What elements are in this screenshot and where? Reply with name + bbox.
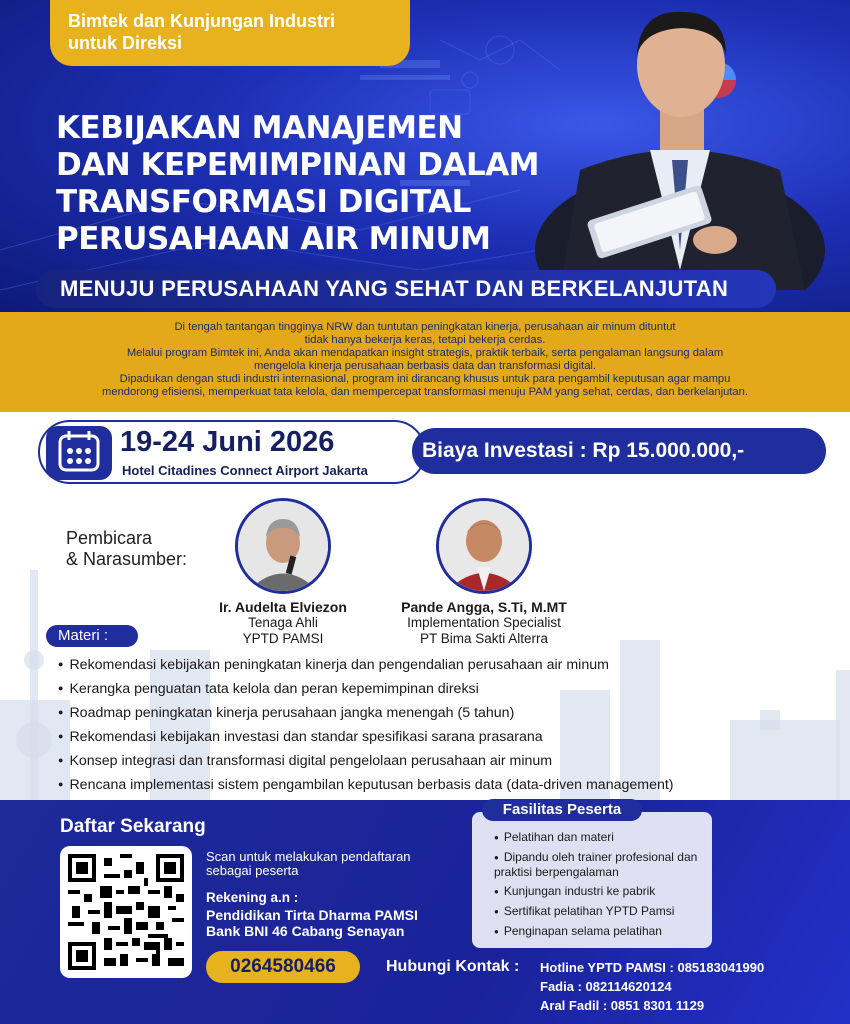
speaker-photo: [235, 498, 331, 594]
speakers-heading-line-2: & Narasumber:: [66, 549, 188, 569]
contact-fadia[interactable]: Fadia : 082114620124: [540, 979, 672, 994]
speaker-name: Ir. Audelta Elviezon: [219, 599, 347, 615]
intro-line-5: Dipadukan dengan studi industri internasional, program ini dirancang khusus untuk para pengambil keputusan agar mampu: [119, 373, 731, 385]
materi-item: ● Rencana implementasi sistem pengambilan keputusan berbasis data (data-driven management): [58, 772, 674, 796]
title-line-3: TRANSFORMASI DIGITAL: [56, 184, 471, 220]
speaker-organization: PT Bima Sakti Alterra: [419, 631, 549, 646]
intro-line-6: mendorong efisiensi, memperkuat tata kelola, dan mempercepat transformasi menuju PAM yang sehat, cerdas, dan berkelanjutan.: [102, 386, 748, 398]
subtitle-bar: MENUJU PERUSAHAAN YANG SEHAT DAN BERKELANJUTAN: [36, 270, 776, 308]
speaker-role: Implementation Specialist: [407, 615, 561, 630]
program-tag-line-1: Bimtek dan Kunjungan Industri: [68, 11, 336, 31]
facilities-list: [494, 830, 714, 944]
materi-item: ● Kerangka penguatan tata kelola dan peran kepemimpinan direksi: [58, 676, 674, 700]
materi-label: Materi :: [46, 625, 138, 647]
event-date-pill: [38, 420, 426, 484]
speaker-photo: [436, 498, 532, 594]
scan-instruction: Scan untuk melakukan pendaftaran sebagai peserta: [206, 849, 411, 878]
speaker-name: Pande Angga, S.Ti, M.MT: [401, 599, 567, 615]
intro-description: [0, 312, 850, 412]
program-tag-line-2: untuk Direksi: [68, 33, 183, 53]
account-bank: Bank BNI 46 Cabang Senayan: [206, 923, 405, 939]
register-title: Daftar Sekarang: [60, 816, 206, 837]
investment-price: Biaya Investasi : Rp 15.000.000,-: [412, 428, 826, 474]
speakers-heading-line-1: Pembicara: [66, 528, 153, 548]
contact-aral-fadil[interactable]: Aral Fadil : 0851 8301 1129: [540, 998, 705, 1013]
facility-item: ● Pelatihan dan materi: [494, 830, 714, 845]
title-line-1: KEBIJAKAN MANAJEMEN: [56, 110, 463, 146]
materi-item: ● Roadmap peningkatan kinerja perusahaan jangka menengah (5 tahun): [58, 700, 674, 724]
materi-item: ● Konsep integrasi dan transformasi digital pengelolaan perusahaan air minum: [58, 748, 674, 772]
account-number: 0264580466: [206, 951, 360, 983]
facility-item: ● Kunjungan industri ke pabrik: [494, 884, 714, 899]
program-tag-badge: [50, 0, 410, 66]
account-name: Pendidikan Tirta Dharma PAMSI: [206, 907, 418, 923]
event-venue: Hotel Citadines Connect Airport Jakarta: [122, 463, 368, 478]
materi-item: ● Rekomendasi kebijakan peningkatan kinerja dan pengendalian perusahaan air minum: [58, 652, 674, 676]
intro-line-3: Melalui program Bimtek ini, Anda akan mendapatkan insight strategis, praktik terbaik, serta pengalaman langsung dalam: [126, 347, 724, 359]
speaker-card: [384, 498, 584, 647]
speakers-heading: [66, 528, 187, 570]
speaker-card: [183, 498, 383, 647]
contact-hotline[interactable]: Hotline YPTD PAMSI : 085183041990: [540, 960, 765, 975]
materi-list: [58, 652, 674, 796]
intro-line-4: mengelola kinerja perusahaan berbasis data dan transformasi digital.: [253, 360, 597, 372]
facilities-label: Fasilitas Peserta: [482, 799, 642, 821]
qr-code-icon: [68, 854, 184, 970]
speaker-role: Tenaga Ahli: [248, 615, 318, 630]
speaker-portrait: [238, 501, 328, 591]
contact-label: Hubungi Kontak :: [386, 958, 520, 975]
event-date: 19-24 Juni 2026: [120, 426, 335, 458]
materi-item: ● Rekomendasi kebijakan investasi dan standar spesifikasi sarana prasarana: [58, 724, 674, 748]
facility-item: ● Dipandu oleh trainer profesional dan praktisi berpengalaman: [494, 850, 714, 879]
intro-line-1: Di tengah tantangan tingginya NRW dan tuntutan peningkatan kinerja, perusahaan air minum dituntut: [174, 321, 676, 333]
account-label: Rekening a.n :: [206, 890, 299, 905]
facility-item: ● Penginapan selama pelatihan: [494, 924, 714, 939]
facility-item: ● Sertifikat pelatihan YPTD Pamsi: [494, 904, 714, 919]
page-title: [56, 110, 616, 258]
speaker-organization: YPTD PAMSI: [242, 631, 324, 646]
title-line-4: PERUSAHAAN AIR MINUM: [56, 221, 491, 257]
speaker-portrait: [439, 501, 529, 591]
calendar-icon: [46, 426, 112, 480]
calendar-icon-box: [46, 426, 112, 480]
intro-line-2: tidak hanya bekerja keras, tetapi bekerja cerdas.: [304, 334, 546, 346]
registration-qr-code[interactable]: [60, 846, 192, 978]
title-line-2: DAN KEPEMIMPINAN DALAM: [56, 147, 540, 183]
header-banner: [0, 0, 850, 312]
